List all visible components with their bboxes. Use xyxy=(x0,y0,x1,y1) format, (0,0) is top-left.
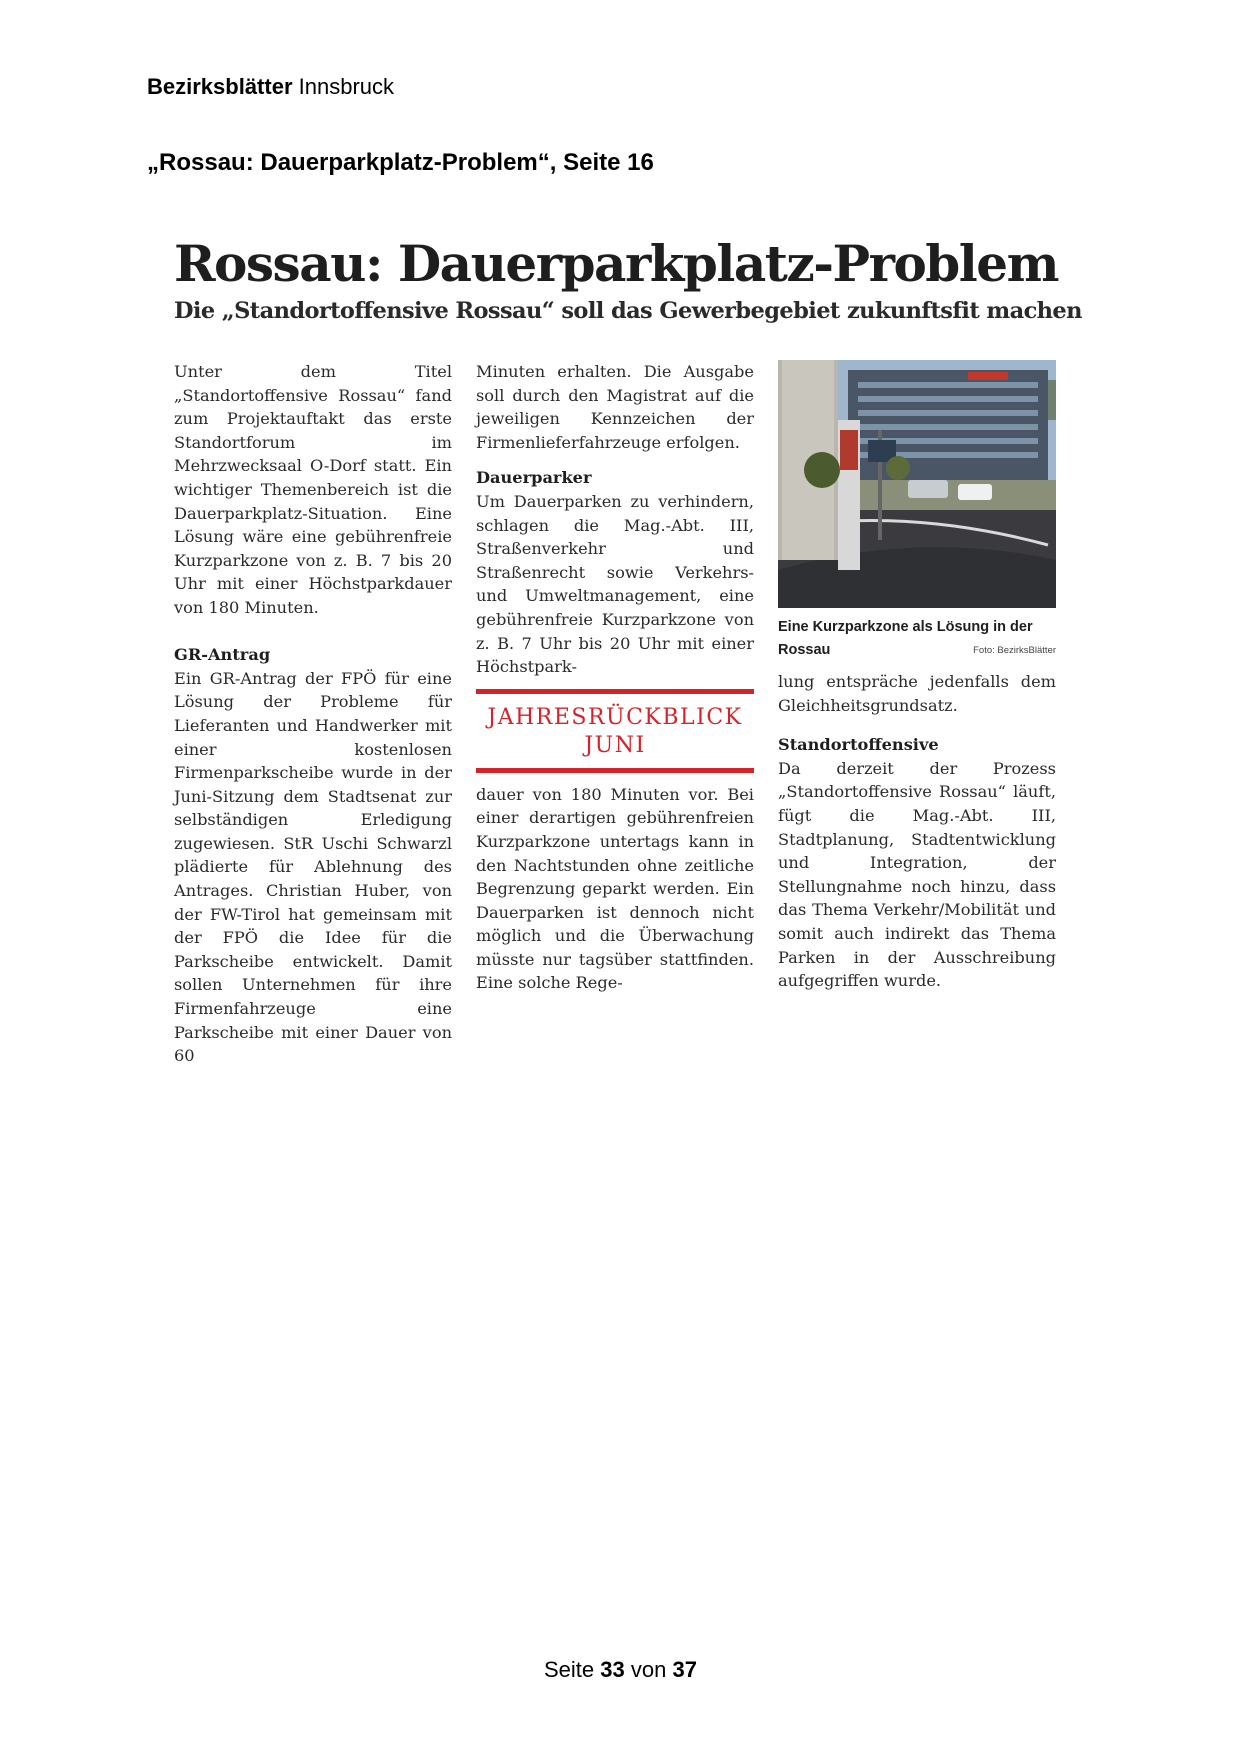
article-column-1 xyxy=(174,360,452,1068)
page-footer xyxy=(0,1657,1241,1683)
page-word: Seite xyxy=(544,1657,595,1682)
section-text-dauerparker-a: Um Dauerparken zu verhindern, schlagen die Mag.-Abt. III, Straßenverkehr und Straßenrecht sowie Verkehrs- und Umweltmanagement, eine gebührenfreie Kurzparkzone von z. B. 7 Uhr bis 20 Uhr mit einer Höchstpark- xyxy=(476,491,754,677)
publication-region: Innsbruck xyxy=(298,74,395,99)
photo-credit: Foto: BezirksBlätter xyxy=(973,645,1056,656)
section-text-gr-antrag: Ein GR-Antrag der FPÖ für eine Lösung der Probleme für Lieferanten und Handwerker mit einer kostenlosen Firmenparkscheibe wurde in der Juni-Sitzung dem Stadtsenat zur selbständigen Erledigung zugewiesen. StR Uschi Schwarzl plädierte für Ablehnung des Antrages. Christian Huber, von der FW-Tirol hat gemeinsam mit der FPÖ die Idee für die Parkscheibe entwickelt. Damit sollen Unternehmen für ihre Firmenfahrzeuge eine Parkscheibe mit einer Dauer von 60 xyxy=(174,668,452,1066)
article-column-3 xyxy=(778,360,1056,993)
current-page-number: 33 xyxy=(600,1657,625,1682)
article-column-2 xyxy=(476,360,754,995)
section-text-standortoffensive: Da derzeit der Prozess „Standortoffensive Rossau“ läuft, fügt die Mag.-Abt. III, Stadtplanung, Stadtentwicklung und Integration, der Stellungnahme noch hinzu, dass das Thema Verkehr/Mobilität und somit auch indirekt das Thema Parken in der Ausschreibung aufgegriffen wurde. xyxy=(778,758,1056,991)
article-headline: Rossau: Dauerparkplatz-Problem xyxy=(174,234,1058,293)
article-clipping xyxy=(174,232,1082,1066)
publication-name: Bezirksblätter xyxy=(147,74,293,99)
total-pages-number: 37 xyxy=(672,1657,697,1682)
column-3-continuation: lung entspräche jedenfalls dem Gleichheitsgrundsatz. xyxy=(778,672,1056,715)
boxout-title: JAHRESRÜCKBLICK xyxy=(487,704,743,730)
clip-reference: „Rossau: Dauerparkplatz-Problem“, Seite 16 xyxy=(147,149,654,176)
section-text-dauerparker-b: dauer von 180 Minuten vor. Bei einer derartigen gebührenfreien Kurzparkzone untertags kann in den Nachtstunden ohne zeitliche Begrenzung geparkt werden. Ein Dauerparken ist dennoch nicht möglich und die Überwachung müsste nur tagsüber stattfinden. Eine solche Rege- xyxy=(476,784,754,993)
section-heading-dauerparker: Dauerparker xyxy=(476,468,592,488)
photo-caption-block xyxy=(778,616,1056,662)
section-heading-gr-antrag: GR-Antrag xyxy=(174,645,271,665)
publication-header xyxy=(147,74,394,100)
section-heading-standortoffensive: Standortoffensive xyxy=(778,735,939,755)
column-2-continuation: Minuten erhalten. Die Ausgabe soll durch den Magistrat auf die jeweiligen Kennzeichen der Firmenlieferfahrzeuge erfolgen. xyxy=(476,362,754,452)
street-photo xyxy=(778,360,1056,608)
article-intro: Unter dem Titel „Standortoffensive Rossau“ fand zum Projektauftakt das erste Standortforum im Mehrzwecksaal O-Dorf statt. Ein wichtiger Themenbereich ist die Dauerparkplatz-Situation. Eine Lösung wäre eine gebührenfreie Kurzparkzone von z. B. 7 bis 20 Uhr mit einer Höchstparkdauer von 180 Minuten. xyxy=(174,362,452,617)
jahresrueckblick-boxout xyxy=(476,689,754,773)
boxout-month: JUNI xyxy=(584,732,646,758)
photo-caption: Eine Kurzparkzone als Lösung in der Rossau xyxy=(778,619,1033,658)
of-word: von xyxy=(630,1657,667,1682)
article-subheadline: Die „Standortoffensive Rossau“ soll das Gewerbegebiet zukunftsfit machen xyxy=(174,298,1082,324)
